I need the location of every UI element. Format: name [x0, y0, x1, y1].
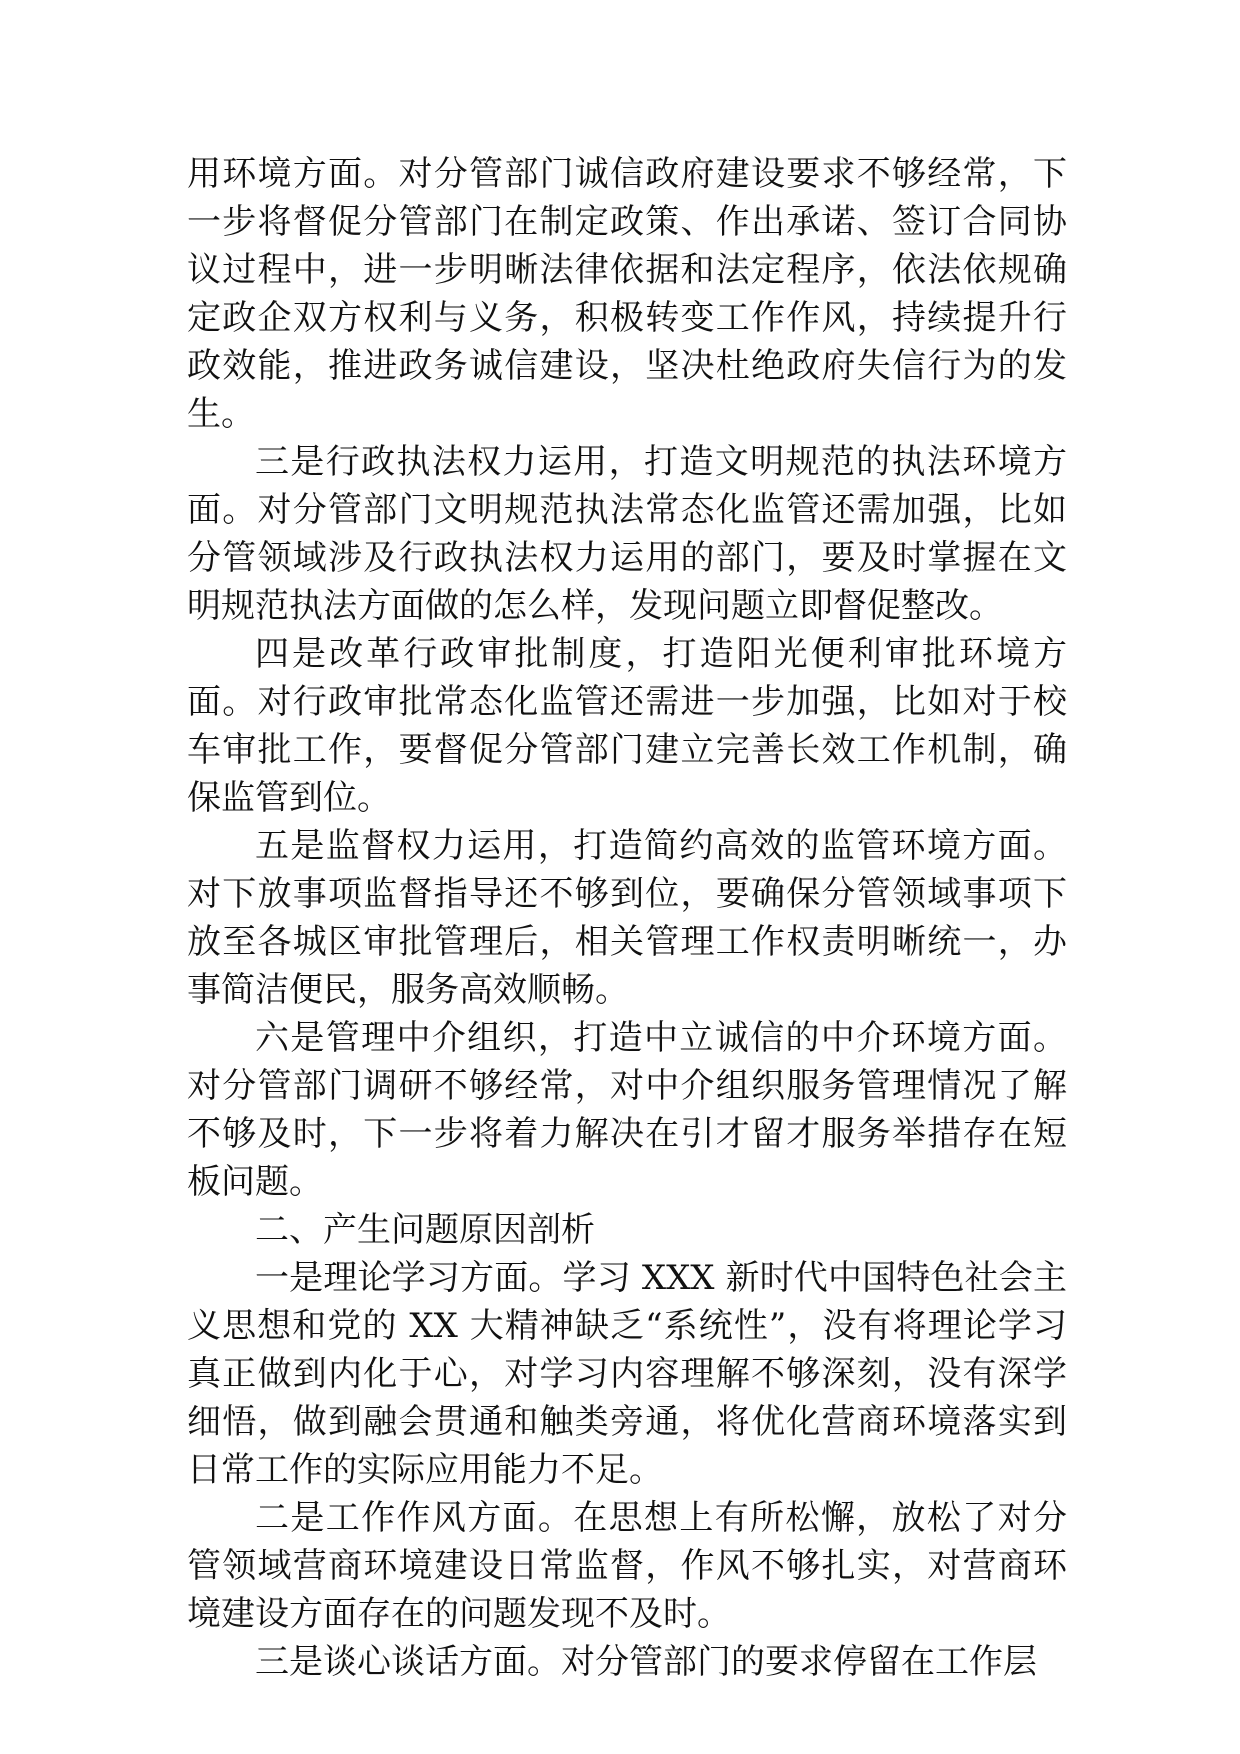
document-page — [187, 150, 1067, 1686]
section-heading-cause-analysis: 二、产生问题原因剖析 — [255, 1210, 595, 1250]
paragraph-work-style: 二是工作作风方面。在思想上有所松懈，放松了对分管领域营商环境建设日常监督，作风不够扎实，对营商环境建设方面存在的问题发现不及时。 — [187, 1498, 1067, 1634]
paragraph-heart-to-heart: 三是谈心谈话方面。对分管部门的要求停留在工作层 — [255, 1642, 1037, 1682]
paragraph-law-enforcement: 三是行政执法权力运用，打造文明规范的执法环境方面。对分管部门文明规范执法常态化监管还需加强，比如分管领域涉及行政执法权力运用的部门，要及时掌握在文明规范执法方面做的怎么样，发现问题立即督促整改。 — [187, 442, 1067, 626]
paragraph-supervision: 五是监督权力运用，打造简约高效的监管环境方面。对下放事项监督指导还不够到位，要确保分管领域事项下放至各城区审批管理后，相关管理工作权责明晰统一，办事简洁便民，服务高效顺畅。 — [187, 826, 1067, 1010]
paragraph-approval-reform: 四是改革行政审批制度，打造阳光便利审批环境方面。对行政审批常态化监管还需进一步加强，比如对于校车审批工作，要督促分管部门建立完善长效工作机制，确保监管到位。 — [187, 634, 1067, 818]
paragraph-theory-study: 一是理论学习方面。学习 XXX 新时代中国特色社会主义思想和党的 XX 大精神缺乏“系统性”，没有将理论学习真正做到内化于心，对学习内容理解不够深刻，没有深学细悟，做到融会贯通和触类旁通，将优化营商环境落实到日常工作的实际应用能力不足。 — [187, 1258, 1067, 1490]
paragraph-continuation: 用环境方面。对分管部门诚信政府建设要求不够经常，下一步将督促分管部门在制定政策、作出承诺、签订合同协议过程中，进一步明晰法律依据和法定程序，依法依规确定政企双方权利与义务，积极转变工作作风，持续提升行政效能，推进政务诚信建设，坚决杜绝政府失信行为的发生。 — [187, 154, 1067, 434]
paragraph-intermediary: 六是管理中介组织，打造中立诚信的中介环境方面。对分管部门调研不够经常，对中介组织服务管理情况了解不够及时，下一步将着力解决在引才留才服务举措存在短板问题。 — [187, 1018, 1067, 1202]
